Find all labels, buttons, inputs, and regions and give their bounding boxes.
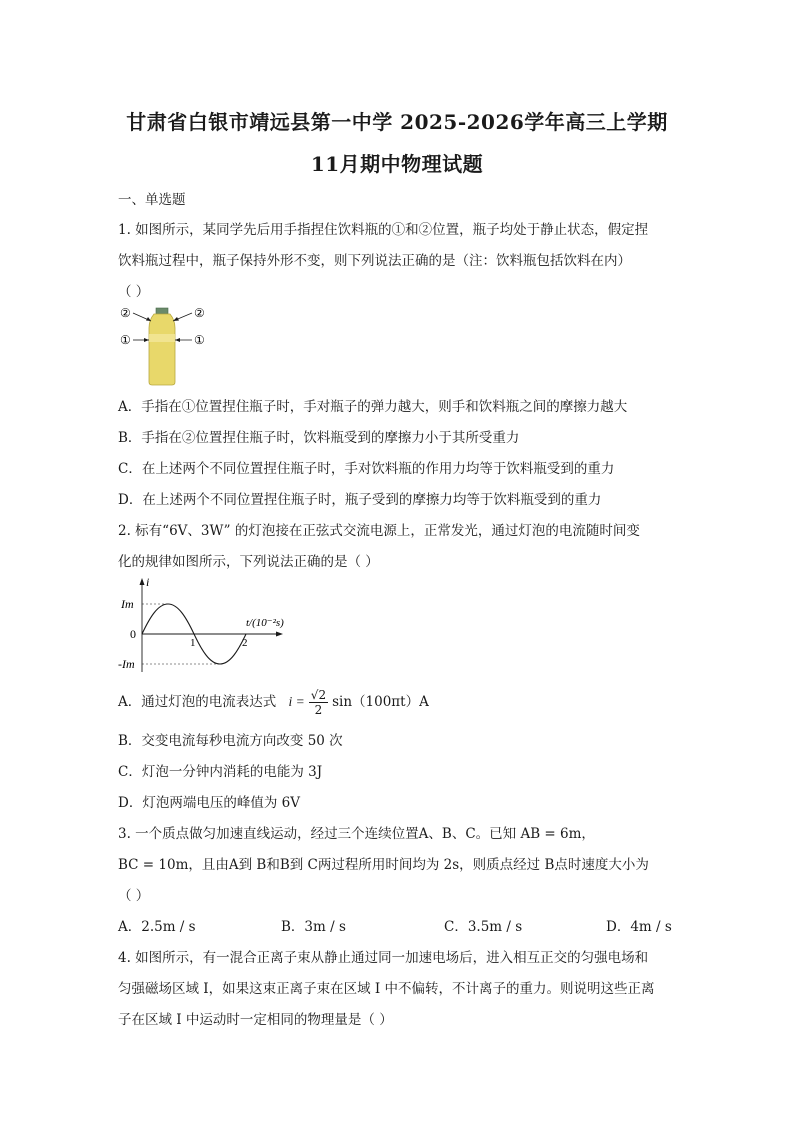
pos1-left-arrowhead bbox=[144, 338, 149, 342]
x-axis-label: t/(10⁻²s) bbox=[246, 617, 284, 629]
pos2-left-label: ② bbox=[120, 306, 131, 320]
current-graph bbox=[118, 576, 298, 674]
pos1-right-label: ① bbox=[194, 333, 205, 347]
neg-im-label: -Im bbox=[118, 657, 135, 671]
title-line-1: 甘肃省白银市靖远县第一中学 2025-2026学年高三上学期 bbox=[126, 110, 668, 134]
x-axis-arrowhead bbox=[276, 632, 283, 637]
q3-stem-line-2: BC = 10m，且由A到 B和B到 C两过程所用时间均为 2s，则质点经过 B点时速度大小为 bbox=[118, 857, 649, 873]
q2-option-a-rhs: sin（100πt）A bbox=[332, 694, 429, 710]
q4-stem-line-2: 匀强磁场区域 I，如果这束正离子束在区域 I 中不偏转，不计离子的重力。则说明这些正离 bbox=[118, 981, 655, 997]
q1-option-c: C．在上述两个不同位置捏住瓶子时，手对饮料瓶的作用力均等于饮料瓶受到的重力 bbox=[118, 461, 615, 477]
q3-stem-line-1: 3. 一个质点做匀加速直线运动，经过三个连续位置A、B、C。已知 AB = 6m， bbox=[118, 826, 595, 842]
title-line-2: 11月期中物理试题 bbox=[310, 152, 484, 176]
q1-option-d: D．在上述两个不同位置捏住瓶子时，瓶子受到的摩擦力均等于饮料瓶受到的重力 bbox=[118, 492, 602, 508]
section-label: 一、单选题 bbox=[118, 192, 186, 208]
q4-stem-line-3: 子在区域 I 中运动时一定相同的物理量是（ ） bbox=[118, 1012, 393, 1028]
q3-stem-line-3: （ ） bbox=[118, 888, 150, 904]
y-axis-label: i bbox=[146, 576, 150, 589]
fraction-denominator: 2 bbox=[314, 703, 323, 717]
pos2-right-label: ② bbox=[194, 306, 205, 320]
q2-option-a-lhs: i = bbox=[288, 694, 305, 709]
q1-option-b: B．手指在②位置捏住瓶子时，饮料瓶受到的摩擦力小于其所受重力 bbox=[118, 430, 520, 446]
im-label: Im bbox=[121, 597, 134, 611]
q4-stem-line-1: 4. 如图所示，有一混合正离子束从静止通过同一加速电场后，进入相互正交的匀强电场和 bbox=[118, 950, 649, 966]
q2-stem-line-2: 化的规律如图所示，下列说法正确的是（ ） bbox=[118, 554, 379, 570]
q1-stem-line-1: 1. 如图所示，某同学先后用手指捏住饮料瓶的①和②位置，瓶子均处于静止状态，假定捏 bbox=[118, 222, 649, 238]
q2-option-a bbox=[118, 688, 429, 717]
q2-option-b: B．交变电流每秒电流方向改变 50 次 bbox=[118, 733, 343, 749]
q1-stem-line-2: 饮料瓶过程中，瓶子保持外形不变，则下列说法正确的是（注：饮料瓶包括饮料在内） bbox=[118, 253, 631, 269]
q2-option-a-fraction bbox=[309, 688, 328, 717]
q3-option-a: A．2.5m / s bbox=[118, 919, 196, 935]
q3-option-b: B．3m / s bbox=[281, 919, 346, 935]
fraction-numerator: √2 bbox=[310, 688, 327, 702]
tick-2-label: 2 bbox=[242, 637, 248, 649]
pos2-right-arrowhead bbox=[173, 317, 179, 321]
q2-option-c: C．灯泡一分钟内消耗的电能为 3J bbox=[118, 764, 323, 780]
bottle-body bbox=[149, 314, 175, 385]
q3-option-c: C．3.5m / s bbox=[444, 919, 523, 935]
bottle-figure bbox=[118, 304, 218, 388]
pos1-left-label: ① bbox=[120, 333, 131, 347]
q2-stem-line-1: 2. 标有“6V、3W” 的灯泡接在正弦式交流电源上，正常发光，通过灯泡的电流随时间变 bbox=[118, 523, 640, 539]
bottle-cap bbox=[156, 308, 168, 314]
q2-option-a-prefix: A．通过灯泡的电流表达式 bbox=[118, 694, 277, 710]
y-axis-arrowhead bbox=[140, 578, 145, 585]
pos1-right-arrowhead bbox=[175, 338, 180, 342]
tick-1-label: 1 bbox=[190, 637, 196, 649]
q1-option-a: A．手指在①位置捏住瓶子时，手对瓶子的弹力越大，则手和饮料瓶之间的摩擦力越大 bbox=[118, 399, 628, 415]
q1-stem-line-3: （ ） bbox=[118, 284, 150, 300]
bottle-label bbox=[149, 334, 175, 342]
origin-label: 0 bbox=[130, 627, 136, 641]
q2-option-d: D．灯泡两端电压的峰值为 6V bbox=[118, 795, 300, 811]
q3-option-d: D．4m / s bbox=[606, 919, 672, 935]
